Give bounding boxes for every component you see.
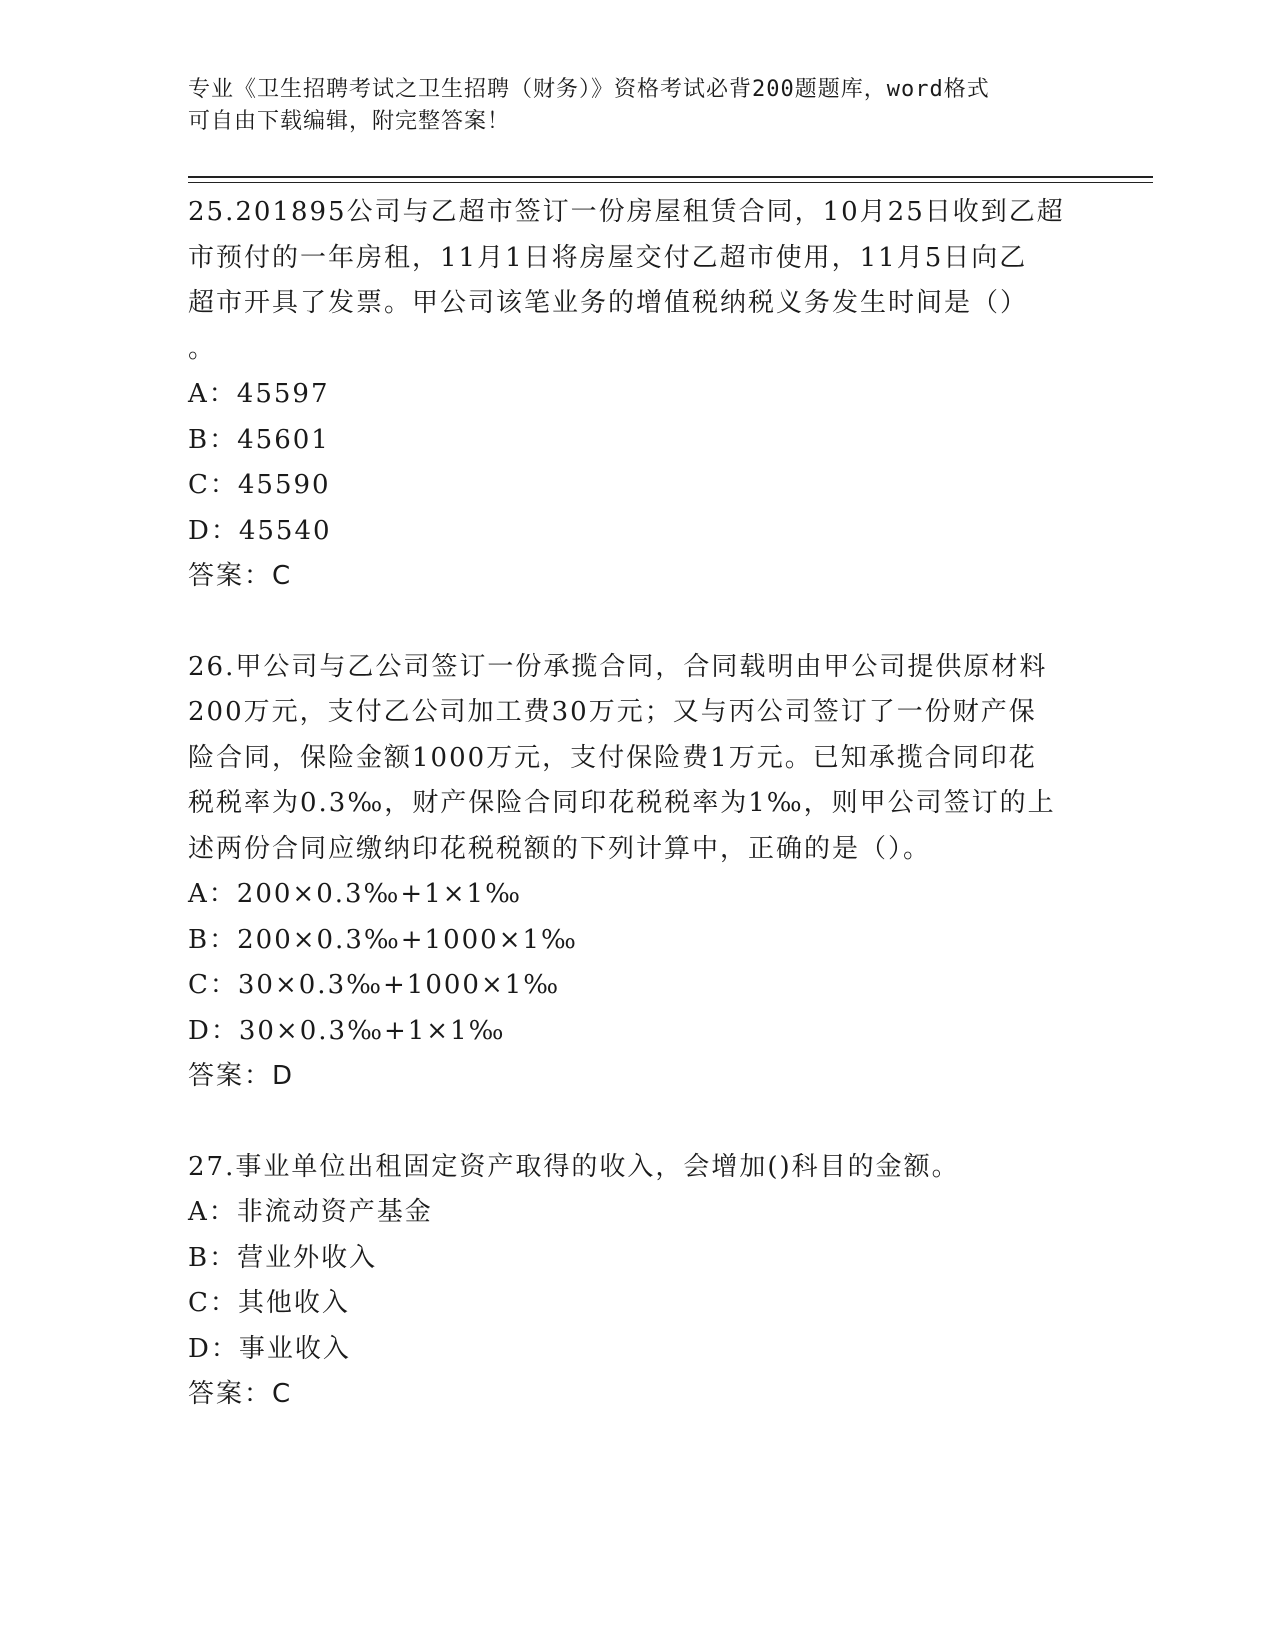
stem-line: 200万元，支付乙公司加工费30万元；又与丙公司签订了一份财产保 xyxy=(188,697,1037,727)
option-a: A：45597 xyxy=(188,379,330,409)
stem-line: 超市开具了发票。甲公司该笔业务的增值税纳税义务发生时间是（） xyxy=(188,288,1029,318)
header-title-line-2: 可自由下载编辑，附完整答案！ xyxy=(188,109,511,134)
stem-line: 。 xyxy=(188,333,217,364)
header-rule-thick xyxy=(188,176,1153,178)
option-b: B：营业外收入 xyxy=(188,1242,378,1273)
answer: 答案：C xyxy=(188,561,293,591)
question-26 xyxy=(188,645,1088,1100)
header-rule-thin xyxy=(188,182,1153,183)
option-b: B：200×0.3‰+1000×1‰ xyxy=(188,924,578,955)
stem-line: 26.甲公司与乙公司签订一份承揽合同，合同载明由甲公司提供原材料 xyxy=(188,651,1048,682)
stem-line: 税税率为0.3‰，财产保险合同印花税税率为1‰，则甲公司签订的上 xyxy=(188,788,1056,818)
answer: 答案：C xyxy=(188,1379,293,1409)
option-d: D：事业收入 xyxy=(188,1333,351,1364)
option-a: A：200×0.3‰+1×1‰ xyxy=(188,879,522,909)
stem-line: 25.201895公司与乙超市签订一份房屋租赁合同，10月25日收到乙超 xyxy=(188,197,1065,227)
option-c: C：其他收入 xyxy=(188,1288,350,1318)
answer: 答案：D xyxy=(188,1061,295,1091)
question-stem xyxy=(188,190,1088,372)
option-a: A：非流动资产基金 xyxy=(188,1197,433,1227)
header-title-line-1: 专业《卫生招聘考试之卫生招聘（财务）》资格考试必背200题题库，word格式 xyxy=(188,77,990,102)
stem-line: 述两份合同应缴纳印花税税额的下列计算中，正确的是（）。 xyxy=(188,833,932,864)
option-c: C：30×0.3‰+1000×1‰ xyxy=(188,970,561,1000)
question-stem xyxy=(188,645,1088,873)
question-27 xyxy=(188,1145,1088,1418)
option-d: D：45540 xyxy=(188,515,332,546)
option-d: D：30×0.3‰+1×1‰ xyxy=(188,1015,506,1046)
document-header xyxy=(188,74,1088,138)
stem-line: 市预付的一年房租，11月1日将房屋交付乙超市使用，11月5日向乙 xyxy=(188,242,1028,273)
option-b: B：45601 xyxy=(188,424,330,455)
option-c: C：45590 xyxy=(188,470,331,500)
stem-line: 险合同，保险金额1000万元，支付保险费1万元。已知承揽合同印花 xyxy=(188,742,1037,773)
question-list xyxy=(188,190,1088,1463)
question-stem xyxy=(188,1145,1088,1191)
stem-line: 27.事业单位出租固定资产取得的收入，会增加()科目的金额。 xyxy=(188,1151,960,1182)
question-25 xyxy=(188,190,1088,600)
